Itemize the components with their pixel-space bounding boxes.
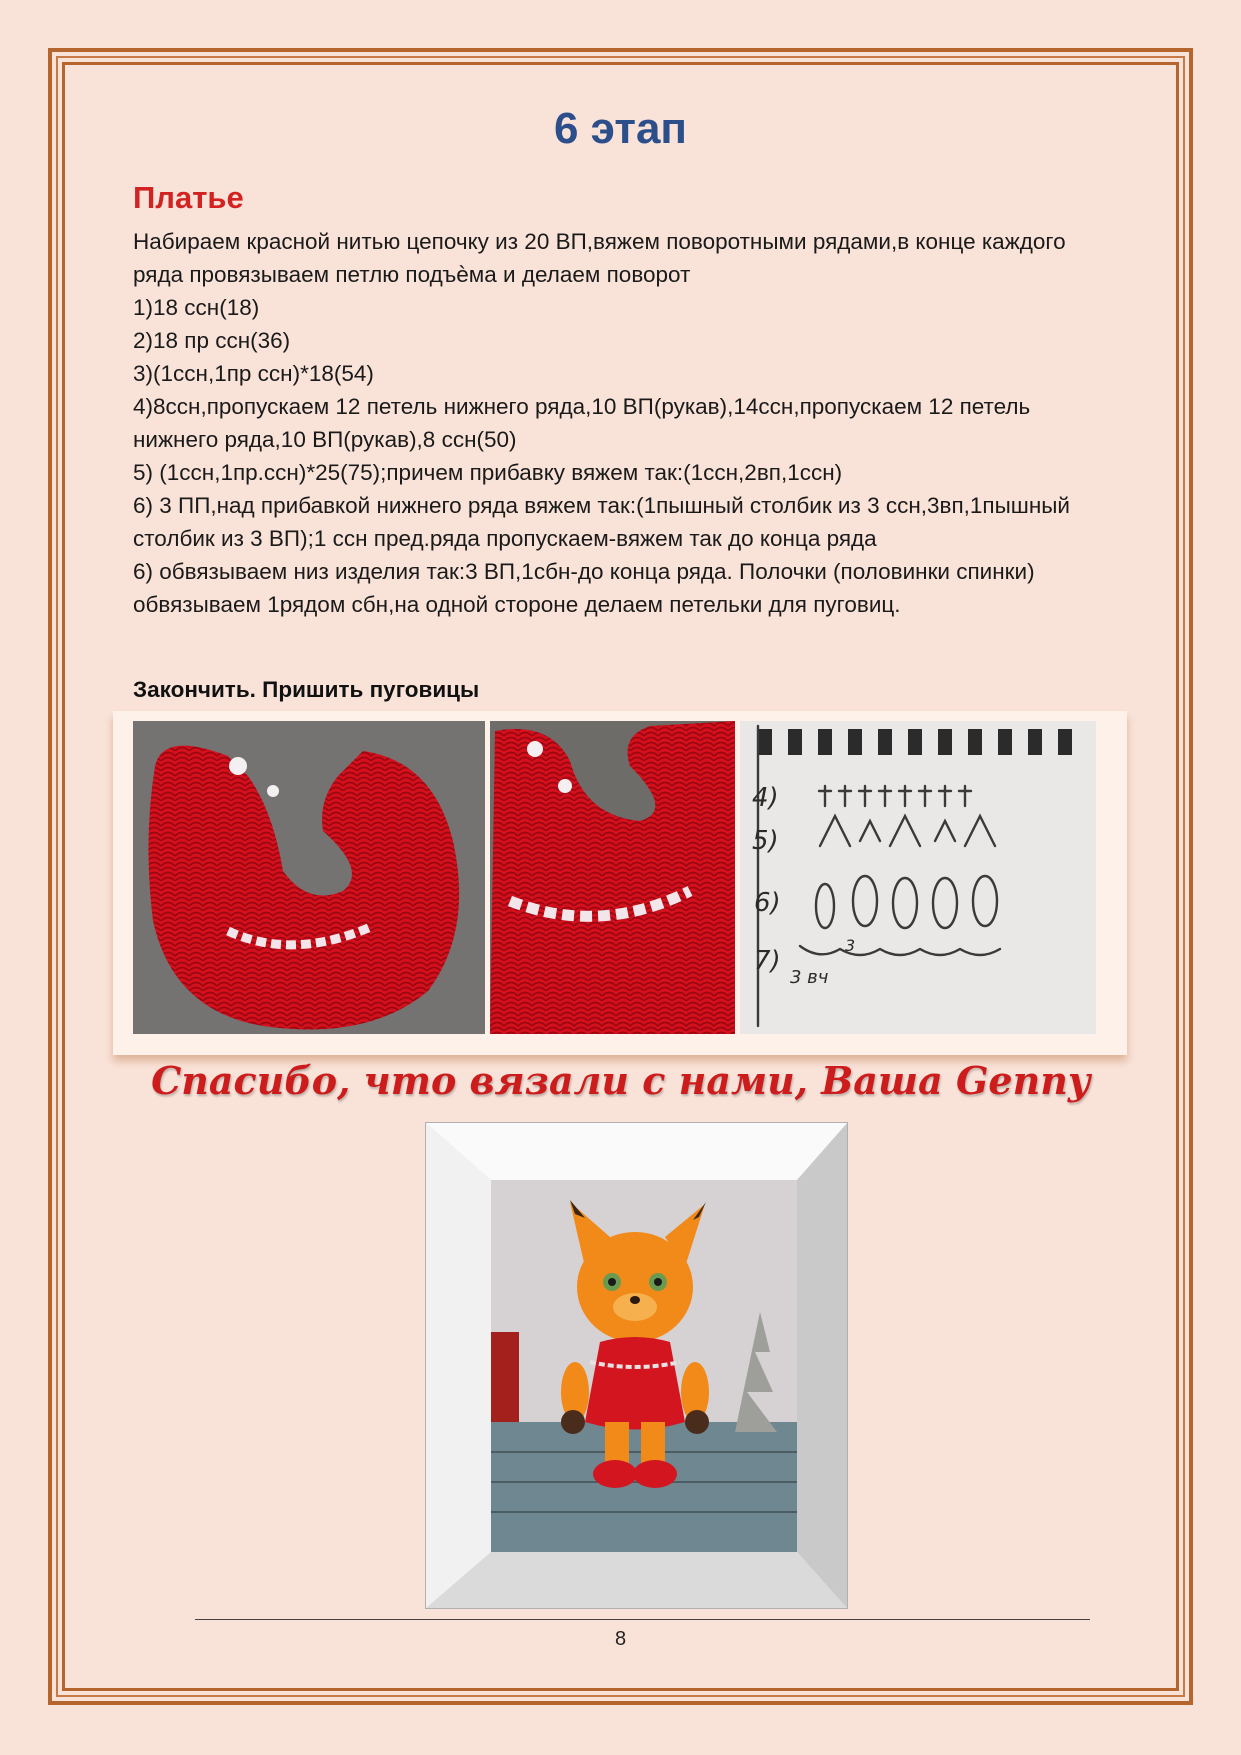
- instruction-paragraph: 3)(1ссн,1пр ссн)*18(54): [133, 361, 374, 386]
- dress-photo-2: [490, 721, 735, 1034]
- instruction-paragraph: 4)8ссн,пропускаем 12 петель нижнего ряда,10 ВП(рукав),14ссн,пропускаем 12 петель нижнего ряда,10 ВП(рукав),8 ссн(50): [133, 394, 1031, 452]
- diagram-row5-label: 5): [752, 826, 779, 856]
- finish-note: Закончить. Пришить пуговицы: [133, 677, 480, 702]
- toy-photo-frame: [425, 1122, 848, 1609]
- photo-strip: [113, 711, 1127, 1055]
- diagram-note: 3 вч: [790, 967, 829, 988]
- section-title: Платье: [133, 180, 244, 215]
- instruction-paragraph: 5) (1ссн,1пр.ссн)*25(75);причем прибавку вяжем так:(1ссн,2вп,1ссн): [133, 460, 843, 485]
- crochet-diagram-photo: [740, 721, 1096, 1034]
- footer-divider: [195, 1619, 1090, 1620]
- instructions-text: [133, 225, 1093, 621]
- page-number: 8: [614, 1628, 627, 1650]
- instruction-paragraph: Набираем красной нитью цепочку из 20 ВП,вяжем поворотными рядами,в конце каждого ряда провязываем петлю подъѐма и делаем поворот: [133, 229, 1066, 287]
- instruction-paragraph: 6) обвязываем низ изделия так:3 ВП,1сбн-до конца ряда. Полочки (половинки спинки) обвязываем 1рядом сбн,на одной стороне делаем петельки для пуговиц.: [133, 559, 1035, 617]
- diagram-loop-count: 3: [845, 936, 856, 955]
- thanks-message: Спасибо, что вязали с нами, Ваша Genny: [151, 1058, 1090, 1103]
- page-title: 6 этап: [553, 104, 687, 153]
- diagram-row7-label: 7): [754, 946, 781, 976]
- instruction-paragraph: 1)18 ссн(18): [133, 295, 260, 320]
- dress-photo-1: [133, 721, 485, 1034]
- diagram-row4-label: 4): [752, 783, 779, 813]
- diagram-row6-label: 6): [754, 888, 781, 918]
- instruction-paragraph: 6) 3 ПП,над прибавкой нижнего ряда вяжем так:(1пышный столбик из 3 ссн,3вп,1пышный столбик из 3 ВП);1 ссн пред.ряда пропускаем-вяжем так до конца ряда: [133, 493, 1070, 551]
- instruction-paragraph: 2)18 пр ссн(36): [133, 328, 291, 353]
